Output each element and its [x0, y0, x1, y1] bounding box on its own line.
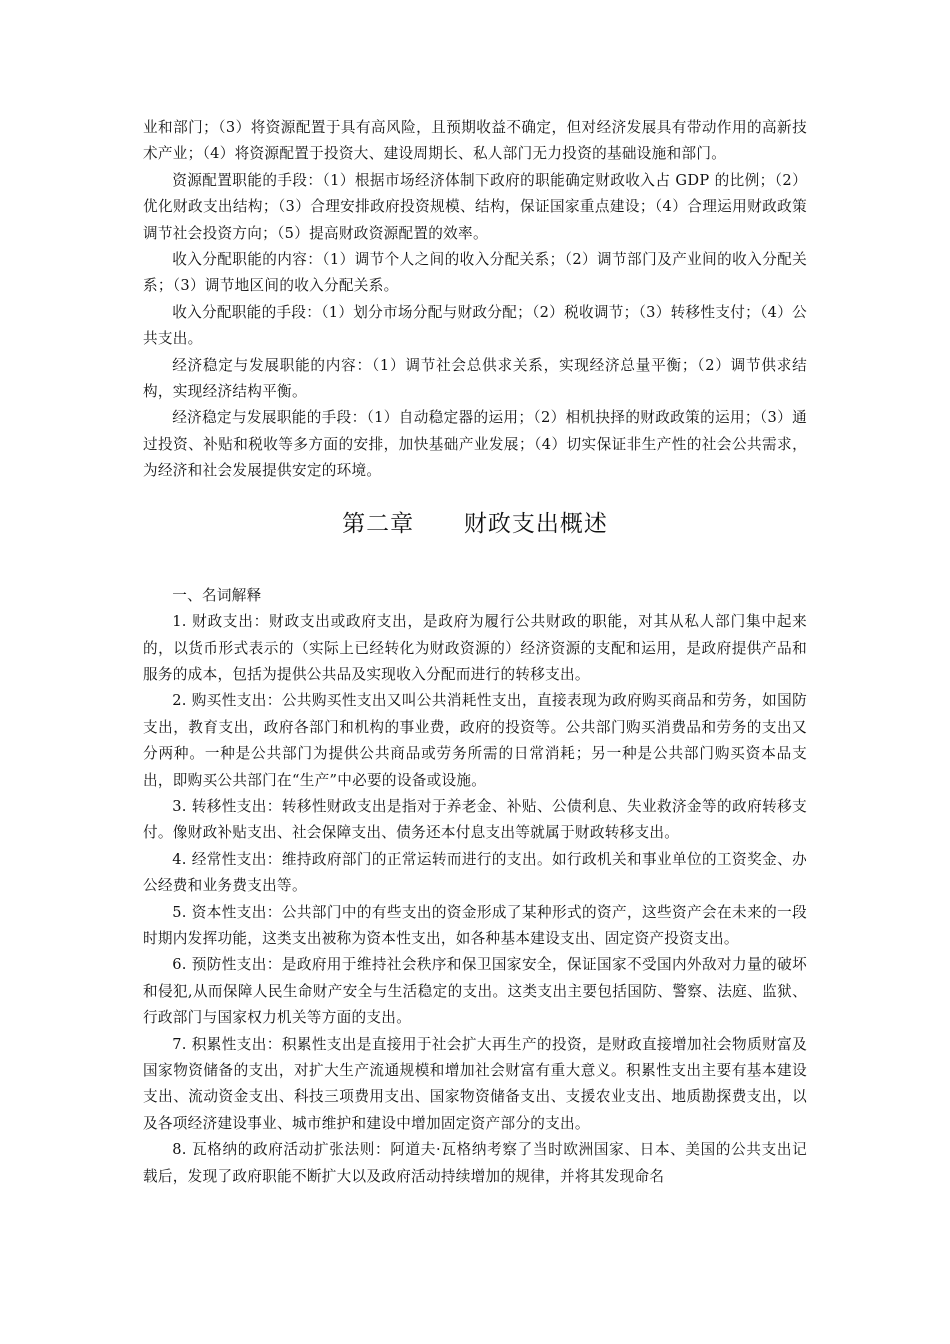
chapter1-tail-paragraph: 资源配置职能的手段：（1）根据市场经济体制下政府的职能确定财政收入占 GDP 的比例；（2）优化财政支出结构；（3）合理安排政府投资规模、结构，保证国家重点建设；（4）合理运用财政政策调节社会投资方向；（5）提高财政资源配置的效率。 [143, 171, 807, 242]
term-definition: 8. 瓦格纳的政府活动扩张法则：阿道夫·瓦格纳考察了当时欧洲国家、日本、美国的公共支出记载后，发现了政府职能不断扩大以及政府活动持续增加的规律，并将其发现命名 [143, 1141, 807, 1185]
chapter1-tail-paragraph: 经济稳定与发展职能的手段：（1）自动稳定器的运用；（2）相机抉择的财政政策的运用；（3）通过投资、补贴和税收等多方面的安排，加快基础产业发展；（4）切实保证非生产性的社会公共需求，为经济和社会发展提供安定的环境。 [143, 409, 807, 480]
term-definition: 2. 购买性支出：公共购买性支出又叫公共消耗性支出，直接表现为政府购买商品和劳务，如国防支出，教育支出，政府各部门和机构的事业费，政府的投资等。公共部门购买消费品和劳务的支出又分两种。一种是公共部门为提供公共商品或劳务所需的日常消耗；另一种是公共部门购买资本品支出，即购买公共部门在“生产”中必要的设备或设施。 [143, 692, 807, 789]
chapter1-tail-paragraph: 经济稳定与发展职能的内容：（1）调节社会总供求关系，实现经济总量平衡；（2）调节供求结构，实现经济结构平衡。 [143, 356, 807, 401]
term-definition: 1. 财政支出：财政支出或政府支出，是政府为履行公共财政的职能，对其从私人部门集中起来的，以货币形式表示的（实际上已经转化为财政资源的）经济资源的支配和运用，是政府提供产品和服务的成本，包括为提供公共品及实现收入分配而进行的转移支出。 [143, 613, 807, 683]
chapter-title: 第二章 财政支出概述 [342, 510, 608, 537]
page-content [143, 115, 807, 1190]
chapter1-tail-paragraph: 业和部门；（3）将资源配置于具有高风险，且预期收益不确定，但对经济发展具有带动作用的高新技术产业；（4）将资源配置于投资大、建设周期长、私人部门无力投资的基础设施和部门。 [143, 119, 807, 163]
chapter1-tail-paragraph: 收入分配职能的内容：（1）调节个人之间的收入分配关系；（2）调节部门及产业间的收入分配关系；（3）调节地区间的收入分配关系。 [143, 251, 807, 295]
chapter1-tail-paragraph: 收入分配职能的手段：（1）划分市场分配与财政分配；（2）税收调节；（3）转移性支付；（4）公共支出。 [143, 303, 807, 348]
term-definition: 6. 预防性支出：是政府用于维持社会秩序和保卫国家安全，保证国家不受国内外敌对力量的破坏和侵犯,从而保障人民生命财产安全与生活稳定的支出。这类支出主要包括国防、警察、法庭、监狱、行政部门与国家权力机关等方面的支出。 [143, 956, 807, 1027]
term-definition: 5. 资本性支出：公共部门中的有些支出的资金形成了某种形式的资产，这些资产会在未来的一段时期内发挥功能，这类支出被称为资本性支出，如各种基本建设支出、固定资产投资支出。 [143, 903, 807, 947]
term-definition: 3. 转移性支出：转移性财政支出是指对于养老金、补贴、公债利息、失业救济金等的政府转移支付。像财政补贴支出、社会保障支出、债务还本付息支出等就属于财政转移支出。 [143, 797, 807, 842]
term-definition: 7. 积累性支出：积累性支出是直接用于社会扩大再生产的投资，是财政直接增加社会物质财富及国家物资储备的支出，对扩大生产流通规模和增加社会财富有重大意义。积累性支出主要有基本建设支出、流动资金支出、科技三项费用支出、国家物资储备支出、支援农业支出、地质勘探费支出，以及各项经济建设事业、城市维护和建设中增加固定资产部分的支出。 [143, 1035, 807, 1132]
term-definition: 4. 经常性支出：维持政府部门的正常运转而进行的支出。如行政机关和事业单位的工资奖金、办公经费和业务费支出等。 [143, 850, 807, 895]
chapter-title-block [143, 507, 807, 541]
section-heading: 一、名词解释 [172, 586, 262, 604]
